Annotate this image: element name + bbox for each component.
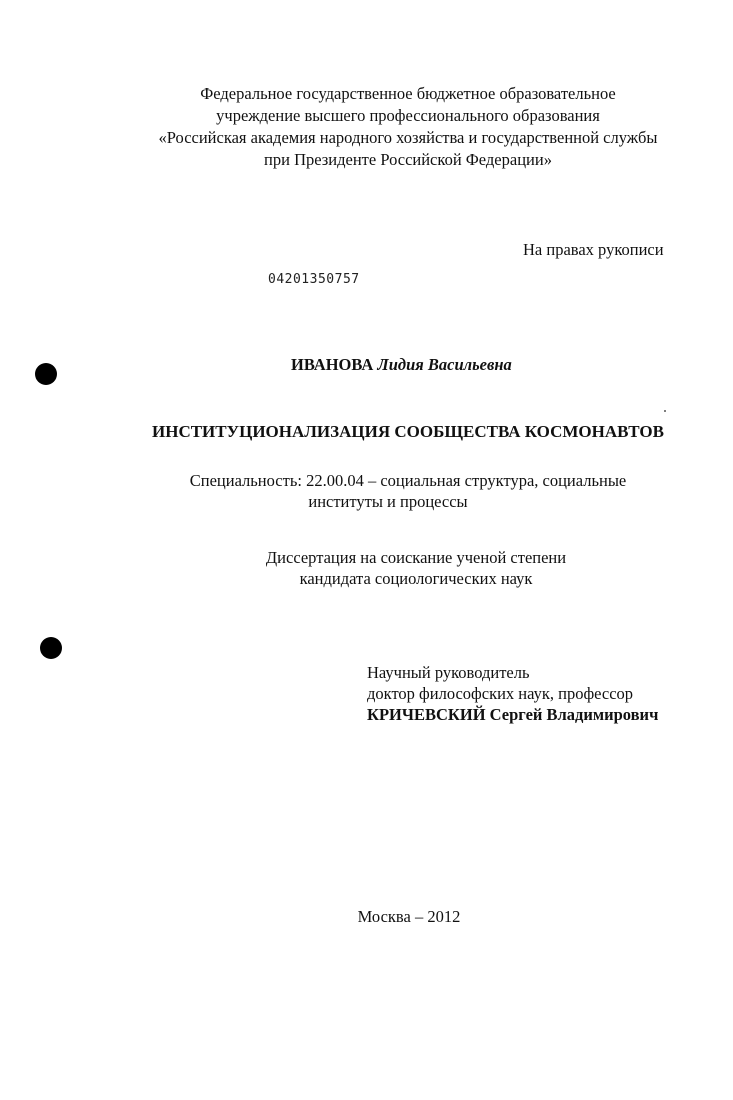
institution-line-2: учреждение высшего профессионального образования [216, 106, 600, 125]
punch-hole-bottom [40, 637, 62, 659]
degree-line-2: кандидата социологических наук [299, 569, 533, 588]
scan-speck [664, 410, 666, 412]
place-year: Москва – 2012 [357, 907, 461, 926]
dissertation-title: ИНСТИТУЦИОНАЛИЗАЦИЯ СООБЩЕСТВА КОСМОНАВТОВ [152, 422, 664, 441]
catalog-number: 04201350757 [268, 272, 360, 287]
institution-line-4: при Президенте Российской Федерации» [264, 150, 552, 169]
author-name [291, 355, 512, 375]
supervisor-credentials: доктор философских наук, профессор [367, 684, 634, 703]
punch-hole-top [35, 363, 57, 385]
author-surname: ИВАНОВА [291, 355, 374, 374]
degree-line-1: Диссертация на соискание ученой степени [265, 548, 567, 567]
author-given-names: Лидия Васильевна [377, 355, 512, 374]
specialty-line-1: Специальность: 22.00.04 – социальная структура, социальные [189, 471, 627, 490]
supervisor-role: Научный руководитель [367, 663, 530, 682]
supervisor-given-names: Сергей Владимирович [489, 705, 659, 724]
institution-line-1: Федеральное государственное бюджетное образовательное [200, 84, 616, 103]
supervisor-name [367, 705, 658, 725]
manuscript-note: На правах рукописи [523, 240, 664, 259]
specialty-line-2: институты и процессы [308, 492, 468, 511]
supervisor-surname: КРИЧЕВСКИЙ [367, 705, 486, 724]
institution-line-3: «Российская академия народного хозяйства и государственной службы [158, 128, 658, 147]
